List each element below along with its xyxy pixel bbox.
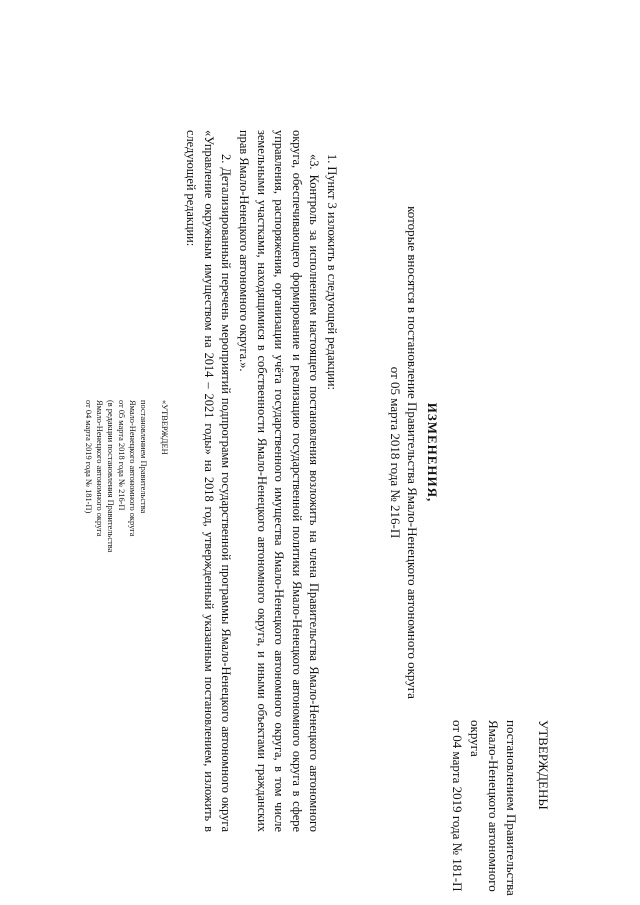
document-body <box>182 130 340 832</box>
approval-stamp-block <box>83 400 170 552</box>
approval-header-line: постановлением Правительства <box>504 720 519 896</box>
approval-stamp-title: «УТВЕРЖДЕН <box>160 400 169 455</box>
approval-stamp-line: от 05 марта 2018 года № 216-П <box>117 400 126 511</box>
body-paragraph: 2. Детализированный перечень мероприятий подпрограмм государственной программы Ямало-Ненецкого автономного округа «Управление окружным имуществом на 2014 – 2021 годы» на 2018 год, утвержденный указанным постановлением, изложить в следующей редакции: <box>184 130 234 832</box>
body-paragraph: «3. Контроль за исполнением настоящего постановления возложить на члена Правительства Ямало-Ненецкого автономного округа, обеспечивающего формирование и реализацию государственной политики Ямало-Ненецкого автономного округа в сфере управления, распоряжения, организации учёта государственного имущества Ямало-Ненецкого автономного округа, в том числе земельными участками, находящимися в собственности Ямало-Ненецкого автономного округа, и иными объектами гражданских прав Ямало-Ненецкого автономного округа.». <box>237 130 322 832</box>
approval-header <box>448 720 552 905</box>
document-title-heading: ИЗМЕНЕНИЯ, <box>425 402 440 503</box>
approval-stamp-line: Ямало-Ненецкого автономного округа <box>95 400 104 537</box>
approval-header-title: УТВЕРЖДЕНЫ <box>536 720 551 810</box>
document-title-line: которые вносятся в постановление Правительства Ямало-Ненецкого автономного округа <box>405 206 420 699</box>
body-paragraph: 1. Пункт 3 изложить в следующей редакции: <box>325 154 339 390</box>
approval-stamp-line: от 04 марта 2019 года № 181-П) <box>84 400 93 514</box>
approval-stamp-line: (в редакции постановления Правительства <box>106 400 115 553</box>
document-title-line: от 05 марта 2018 года № 216-П <box>388 366 403 539</box>
document-title <box>387 0 440 905</box>
approval-header-line: Ямало-Ненецкого автономного округа <box>468 720 501 892</box>
approval-stamp-line: постановлением Правительства <box>139 400 148 514</box>
approval-header-line: от 04 марта 2019 года № 181-П <box>450 720 465 892</box>
approval-stamp-line: Ямало-Ненецкого автономного округа <box>128 400 137 537</box>
